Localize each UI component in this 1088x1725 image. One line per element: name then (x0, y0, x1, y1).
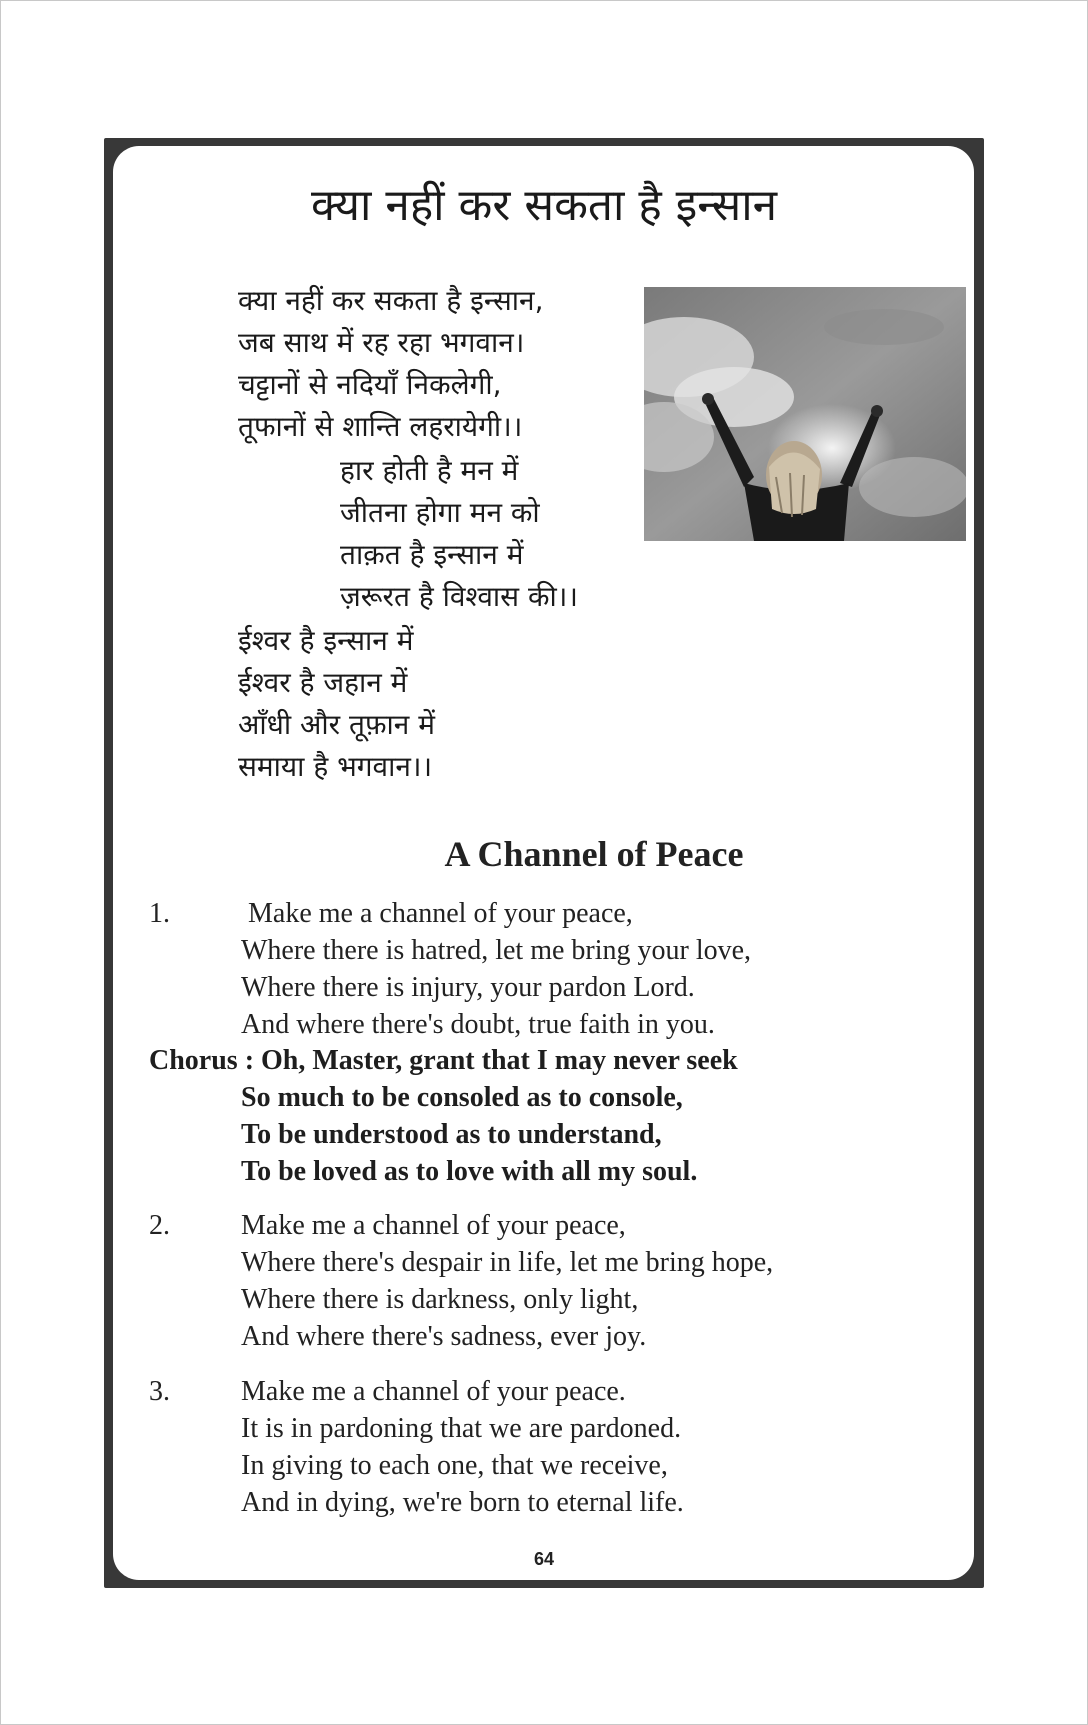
chorus-line: To be loved as to love with all my soul. (241, 1156, 698, 1187)
hindi-line: तूफानों से शान्ति लहरायेगी।। (238, 410, 523, 443)
page-number: 64 (533, 1549, 555, 1569)
hindi-line: क्या नहीं कर सकता है इन्सान, (238, 284, 544, 317)
verse-line: Make me a channel of your peace, (248, 898, 633, 929)
verse-line: In giving to each one, that we receive, (241, 1450, 668, 1481)
hindi-line: चट्टानों से नदियाँ निकलेगी, (238, 368, 502, 401)
hindi-line: ज़रूरत है विश्वास की।। (340, 580, 578, 613)
verse-line: And where there's sadness, ever joy. (241, 1321, 647, 1352)
verse-line: Make me a channel of your peace. (241, 1376, 626, 1407)
verse-number: 1. (149, 898, 170, 929)
hindi-line: जीतना होगा मन को (340, 496, 540, 529)
verse-line: And where there's doubt, true faith in you. (241, 1009, 715, 1040)
chorus-line: So much to be consoled as to console, (241, 1082, 683, 1113)
verse-line: Where there is darkness, only light, (241, 1284, 639, 1315)
hindi-line: ईश्वर है जहान में (238, 666, 408, 699)
hindi-line: हार होती है मन में (340, 454, 519, 487)
verse-line: Where there's despair in life, let me bring hope, (241, 1247, 774, 1278)
raised-arms-photo (644, 287, 966, 541)
hindi-poem-title: क्या नहीं कर सकता है इन्सान (310, 180, 778, 231)
verse-number: 3. (149, 1376, 170, 1407)
verse-line: Where there is hatred, let me bring your love, (241, 935, 752, 966)
chorus-line: Chorus : Oh, Master, grant that I may never seek (149, 1045, 738, 1076)
hindi-line: जब साथ में रह रहा भगवान। (238, 326, 525, 359)
hindi-line: ताक़त है इन्सान में (340, 538, 524, 571)
verse-line: Where there is injury, your pardon Lord. (241, 972, 695, 1003)
verse-number: 2. (149, 1210, 170, 1241)
hymn-title: A Channel of Peace (444, 834, 744, 874)
hindi-line: आँधी और तूफ़ान में (238, 708, 435, 741)
chorus-line: To be understood as to understand, (241, 1119, 662, 1150)
verse-line: Make me a channel of your peace, (241, 1210, 626, 1241)
hindi-line: समाया है भगवान।। (238, 750, 433, 783)
hindi-line: ईश्वर है इन्सान में (238, 624, 414, 657)
verse-line: And in dying, we're born to eternal life. (241, 1487, 684, 1518)
verse-line: It is in pardoning that we are pardoned. (241, 1413, 682, 1444)
